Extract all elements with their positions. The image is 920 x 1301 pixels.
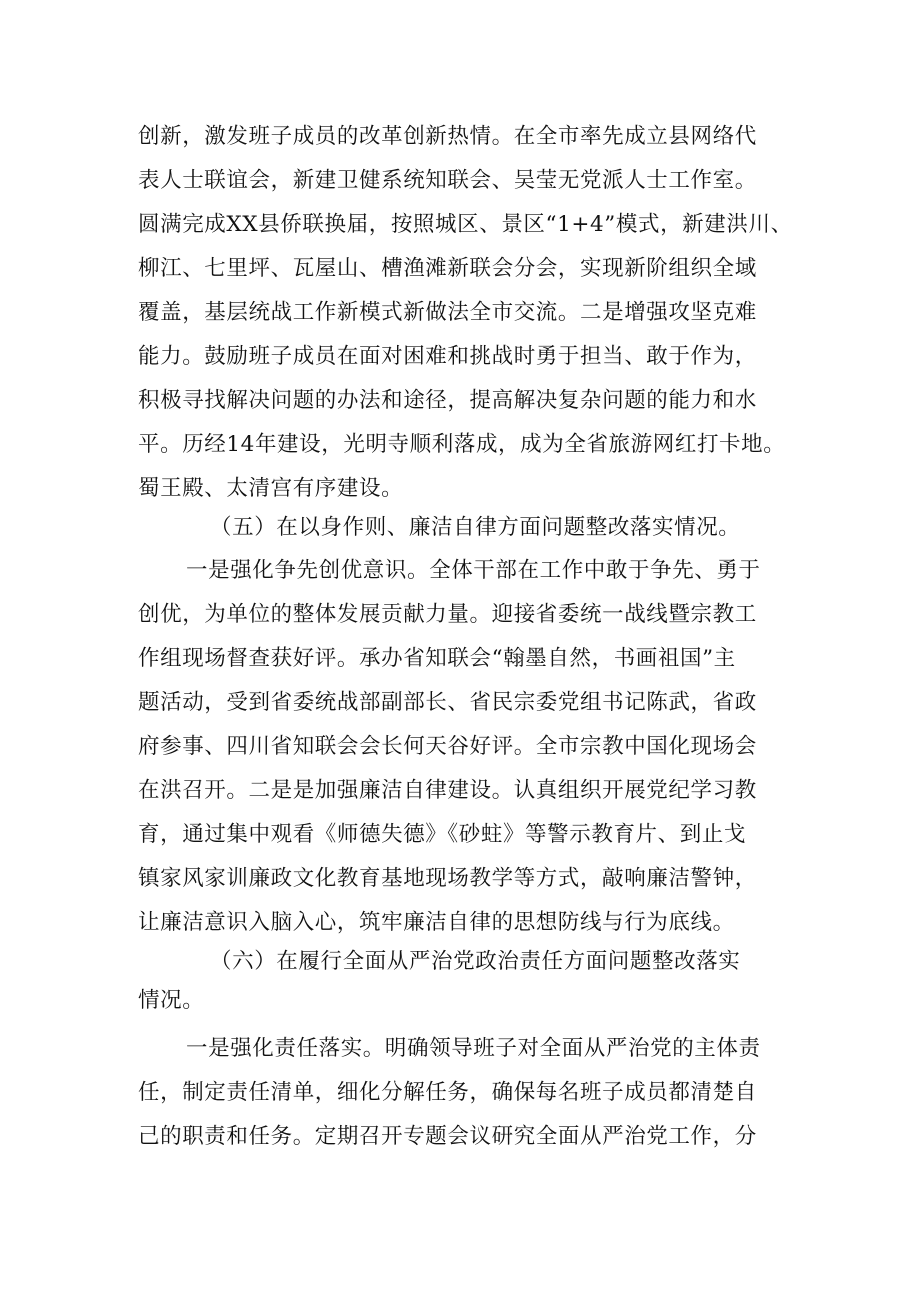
text-line: 能力。鼓励班子成员在面对困难和挑战时勇于担当、敢于作为， xyxy=(138,344,757,369)
text-line: 育，通过集中观看《师德失德》《砂蛀》等警示教育片、到止戈 xyxy=(138,822,747,847)
text-line: 创优，为单位的整体发展贡献力量。迎接省委统一战线暨宗教工 xyxy=(138,602,757,627)
text-line: 表人士联谊会，新建卫健系统知联会、吴莹无党派人士工作室。 xyxy=(138,168,757,193)
text-line: 平。历经14年建设，光明寺顺利落成，成为全省旅游网红打卡地。 xyxy=(138,432,786,457)
section-heading: （五）在以身作则、廉洁自律方面问题整改落实情况。 xyxy=(210,515,741,540)
text-line: 在洪召开。二是是加强廉洁自律建设。认真组织开展党纪学习教 xyxy=(138,778,757,803)
text-line: 积极寻找解决问题的办法和途径，提高解决复杂问题的能力和水 xyxy=(138,388,757,413)
section-heading: （六）在履行全面从严治党政治责任方面问题整改落实 xyxy=(210,949,741,974)
text-line: 让廉洁意识入脑入心，筑牢廉洁自律的思想防线与行为底线。 xyxy=(138,910,735,935)
text-line: 任，制定责任清单，细化分解任务，确保每名班子成员都清楚自 xyxy=(138,1080,757,1105)
text-line: 己的职责和任务。定期召开专题会议研究全面从严治党工作，分 xyxy=(138,1124,757,1149)
text-line: 府参事、四川省知联会会长何天谷好评。全市宗教中国化现场会 xyxy=(138,734,757,759)
text-line: 柳江、七里坪、瓦屋山、槽渔滩新联会分会，实现新阶组织全域 xyxy=(138,256,757,281)
text-line: 情况。 xyxy=(138,988,205,1013)
paragraph-first-line: 一是强化责任落实。明确领导班子对全面从严治党的主体责 xyxy=(186,1036,761,1061)
text-line: 作组现场督查获好评。承办省知联会“翰墨自然，书画祖国”主 xyxy=(138,646,736,671)
text-line: 蜀王殿、太清宫有序建设。 xyxy=(138,476,404,501)
text-line: 题活动，受到省委统战部副部长、省民宗委党组书记陈武，省政 xyxy=(138,690,757,715)
text-line: 圆满完成XX县侨联换届，按照城区、景区“1+4”模式，新建洪川、 xyxy=(138,212,793,237)
text-line: 覆盖，基层统战工作新模式新做法全市交流。二是增强攻坚克难 xyxy=(138,300,757,325)
text-line: 创新，激发班子成员的改革创新热情。在全市率先成立县网络代 xyxy=(138,124,757,149)
text-line: 镇家风家训廉政文化教育基地现场教学等方式，敲响廉洁警钟， xyxy=(138,866,757,891)
paragraph-first-line: 一是强化争先创优意识。全体干部在工作中敢于争先、勇于 xyxy=(186,558,761,583)
